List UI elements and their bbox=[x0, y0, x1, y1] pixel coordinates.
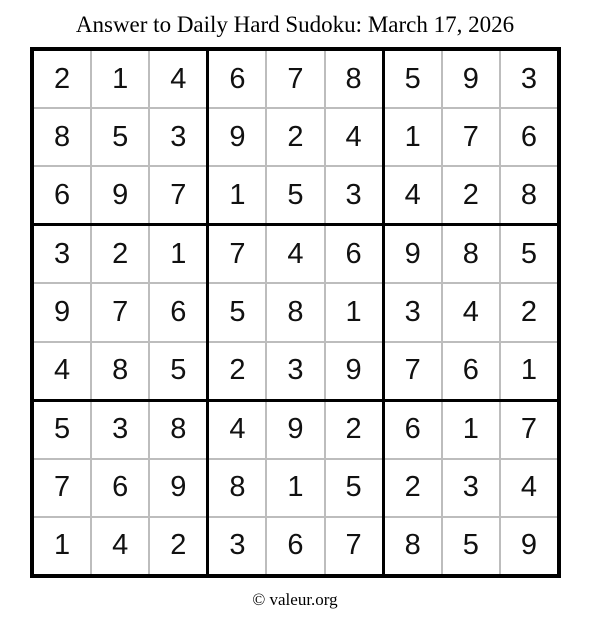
sudoku-cell: 2 bbox=[501, 284, 557, 340]
sudoku-cell: 8 bbox=[501, 167, 557, 223]
sudoku-cell: 2 bbox=[326, 402, 382, 458]
sudoku-cell: 9 bbox=[326, 343, 382, 399]
sudoku-cell: 9 bbox=[267, 402, 323, 458]
sudoku-box bbox=[385, 402, 557, 574]
sudoku-cell: 6 bbox=[150, 284, 206, 340]
sudoku-cell: 4 bbox=[501, 460, 557, 516]
sudoku-cell: 7 bbox=[267, 51, 323, 107]
sudoku-cell: 5 bbox=[443, 518, 499, 574]
sudoku-cell: 3 bbox=[209, 518, 265, 574]
sudoku-cell: 4 bbox=[34, 343, 90, 399]
sudoku-cell: 7 bbox=[326, 518, 382, 574]
sudoku-board bbox=[30, 47, 561, 578]
sudoku-cell: 1 bbox=[385, 109, 441, 165]
sudoku-cell: 6 bbox=[34, 167, 90, 223]
sudoku-cell: 9 bbox=[150, 460, 206, 516]
sudoku-cell: 1 bbox=[34, 518, 90, 574]
sudoku-cell: 8 bbox=[209, 460, 265, 516]
sudoku-cell: 3 bbox=[443, 460, 499, 516]
sudoku-cell: 9 bbox=[34, 284, 90, 340]
sudoku-cell: 3 bbox=[267, 343, 323, 399]
sudoku-box bbox=[209, 402, 381, 574]
sudoku-cell: 1 bbox=[501, 343, 557, 399]
sudoku-box bbox=[209, 51, 381, 223]
sudoku-cell: 7 bbox=[385, 343, 441, 399]
sudoku-cell: 4 bbox=[267, 226, 323, 282]
sudoku-cell: 8 bbox=[267, 284, 323, 340]
sudoku-cell: 7 bbox=[150, 167, 206, 223]
sudoku-box bbox=[209, 226, 381, 398]
sudoku-cell: 2 bbox=[209, 343, 265, 399]
sudoku-cell: 3 bbox=[326, 167, 382, 223]
copyright-footer: © valeur.org bbox=[252, 590, 338, 609]
sudoku-box bbox=[34, 402, 206, 574]
sudoku-box bbox=[385, 226, 557, 398]
sudoku-cell: 9 bbox=[443, 51, 499, 107]
sudoku-cell: 7 bbox=[501, 402, 557, 458]
sudoku-cell: 7 bbox=[209, 226, 265, 282]
sudoku-cell: 6 bbox=[209, 51, 265, 107]
sudoku-cell: 8 bbox=[34, 109, 90, 165]
sudoku-cell: 2 bbox=[34, 51, 90, 107]
sudoku-box bbox=[34, 226, 206, 398]
sudoku-cell: 5 bbox=[150, 343, 206, 399]
sudoku-cell: 2 bbox=[267, 109, 323, 165]
sudoku-cell: 6 bbox=[443, 343, 499, 399]
sudoku-cell: 3 bbox=[34, 226, 90, 282]
sudoku-cell: 9 bbox=[92, 167, 148, 223]
sudoku-cell: 2 bbox=[150, 518, 206, 574]
sudoku-cell: 5 bbox=[209, 284, 265, 340]
sudoku-cell: 7 bbox=[443, 109, 499, 165]
sudoku-cell: 9 bbox=[501, 518, 557, 574]
sudoku-cell: 4 bbox=[150, 51, 206, 107]
sudoku-box bbox=[385, 51, 557, 223]
sudoku-cell: 9 bbox=[385, 226, 441, 282]
sudoku-cell: 1 bbox=[92, 51, 148, 107]
sudoku-cell: 5 bbox=[34, 402, 90, 458]
sudoku-cell: 4 bbox=[385, 167, 441, 223]
sudoku-cell: 2 bbox=[92, 226, 148, 282]
sudoku-cell: 4 bbox=[92, 518, 148, 574]
sudoku-cell: 3 bbox=[150, 109, 206, 165]
sudoku-cell: 7 bbox=[34, 460, 90, 516]
sudoku-cell: 1 bbox=[443, 402, 499, 458]
sudoku-cell: 5 bbox=[501, 226, 557, 282]
sudoku-cell: 8 bbox=[150, 402, 206, 458]
sudoku-cell: 3 bbox=[501, 51, 557, 107]
sudoku-cell: 1 bbox=[150, 226, 206, 282]
sudoku-cell: 8 bbox=[385, 518, 441, 574]
sudoku-cell: 8 bbox=[326, 51, 382, 107]
sudoku-cell: 5 bbox=[385, 51, 441, 107]
sudoku-cell: 4 bbox=[326, 109, 382, 165]
sudoku-cell: 2 bbox=[385, 460, 441, 516]
sudoku-cell: 1 bbox=[267, 460, 323, 516]
sudoku-cell: 2 bbox=[443, 167, 499, 223]
page-title: Answer to Daily Hard Sudoku: March 17, 2026 bbox=[75, 12, 515, 37]
sudoku-cell: 7 bbox=[92, 284, 148, 340]
sudoku-cell: 4 bbox=[209, 402, 265, 458]
sudoku-cell: 6 bbox=[92, 460, 148, 516]
sudoku-cell: 1 bbox=[326, 284, 382, 340]
sudoku-cell: 5 bbox=[92, 109, 148, 165]
sudoku-cell: 8 bbox=[92, 343, 148, 399]
sudoku-cell: 9 bbox=[209, 109, 265, 165]
sudoku-cell: 3 bbox=[92, 402, 148, 458]
sudoku-cell: 5 bbox=[267, 167, 323, 223]
sudoku-cell: 6 bbox=[326, 226, 382, 282]
sudoku-cell: 6 bbox=[267, 518, 323, 574]
sudoku-cell: 6 bbox=[385, 402, 441, 458]
sudoku-cell: 3 bbox=[385, 284, 441, 340]
sudoku-cell: 4 bbox=[443, 284, 499, 340]
sudoku-cell: 5 bbox=[326, 460, 382, 516]
sudoku-cell: 6 bbox=[501, 109, 557, 165]
sudoku-cell: 1 bbox=[209, 167, 265, 223]
sudoku-box bbox=[34, 51, 206, 223]
sudoku-cell: 8 bbox=[443, 226, 499, 282]
